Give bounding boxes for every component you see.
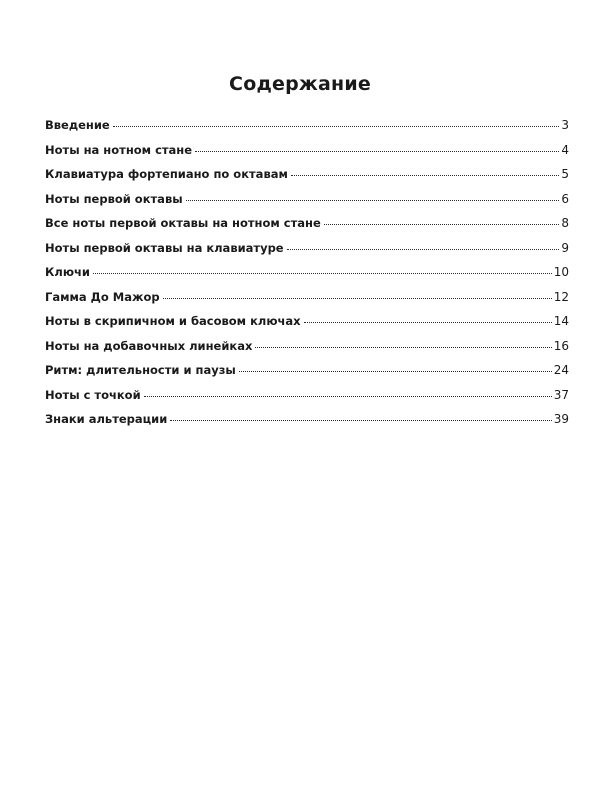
toc-entry <box>45 363 569 388</box>
toc-entry-page: 3 <box>561 118 569 132</box>
toc-entry <box>45 265 569 290</box>
toc-entry-page: 5 <box>561 167 569 181</box>
toc-entry <box>45 339 569 364</box>
toc-entry <box>45 290 569 315</box>
toc-entry-label: Ноты первой октавы на клавиатуре <box>45 240 284 255</box>
toc-entry-page: 14 <box>553 314 569 328</box>
toc-entry-page: 8 <box>561 216 569 230</box>
toc-entry <box>45 167 569 192</box>
toc-entry-page: 39 <box>553 412 569 426</box>
toc-entry-page: 10 <box>553 265 569 279</box>
toc-dot-leader <box>170 420 551 421</box>
toc-entry-label: Ключи <box>45 265 90 279</box>
toc-entry-label: Ноты в скрипичном и басовом ключах <box>45 314 301 328</box>
toc-entry-label: Введение <box>45 118 110 132</box>
toc-entry <box>45 314 569 339</box>
toc-dot-leader <box>239 371 552 372</box>
toc-dot-leader <box>287 249 559 250</box>
toc-entry-label: Гамма До Мажор <box>45 289 160 304</box>
toc-entry-label: Ноты первой октавы <box>45 191 183 206</box>
toc-dot-leader <box>144 396 552 397</box>
toc-entry-label: Клавиатура фортепиано по октавам <box>45 167 288 181</box>
toc-entry <box>45 192 569 217</box>
toc-entry-page: 24 <box>553 363 569 377</box>
page-title: Содержание <box>229 72 371 95</box>
toc-entry-label: Ноты с точкой <box>45 387 141 402</box>
toc-entry-page: 16 <box>553 338 569 353</box>
toc-entry <box>45 388 569 413</box>
toc-entry <box>45 118 569 143</box>
toc-entry-label: Ноты на добавочных линейках <box>45 338 253 353</box>
toc-dot-leader <box>255 347 551 348</box>
toc-dot-leader <box>195 151 559 152</box>
toc-entry <box>45 143 569 168</box>
toc-entry <box>45 412 569 437</box>
toc-entry-label: Знаки альтерации <box>45 412 168 426</box>
toc-dot-leader <box>113 126 559 127</box>
toc-entry-page: 4 <box>561 142 569 157</box>
toc-entry <box>45 216 569 241</box>
toc-dot-leader <box>186 200 559 201</box>
toc-entry-label: Все ноты первой октавы на нотном стане <box>45 216 321 230</box>
toc-dot-leader <box>291 175 559 176</box>
toc-entry-page: 37 <box>553 387 569 402</box>
toc-dot-leader <box>324 224 559 225</box>
toc-entry-page: 9 <box>561 240 569 255</box>
toc-entry-page: 6 <box>561 191 569 206</box>
toc-entry-label: Ритм: длительности и паузы <box>45 363 236 377</box>
toc-dot-leader <box>304 322 552 323</box>
toc-dot-leader <box>163 298 552 299</box>
table-of-contents <box>45 118 569 437</box>
toc-entry-page: 12 <box>553 289 569 304</box>
toc-dot-leader <box>93 273 552 274</box>
toc-entry-label: Ноты на нотном стане <box>45 142 193 157</box>
toc-entry <box>45 241 569 266</box>
